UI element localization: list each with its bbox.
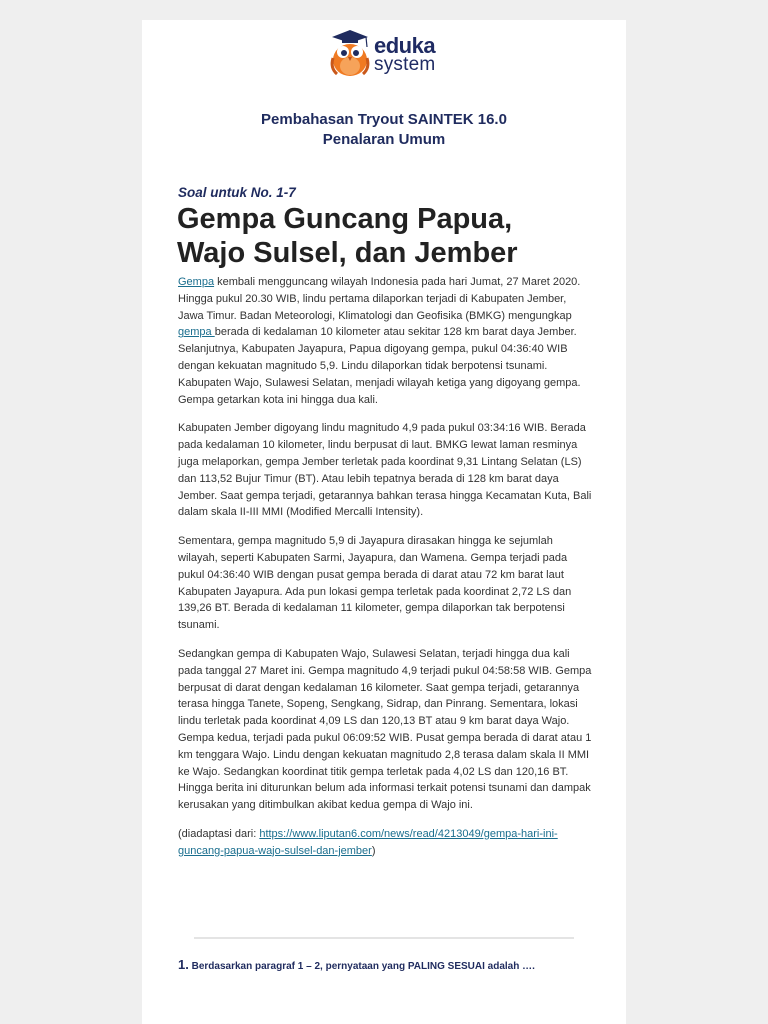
paragraph-1-text-a: kembali mengguncang wilayah Indonesia pada hari Jumat, 27 Maret 2020. Hingga pukul 20.30 WIB, lindu pertama dilaporkan terjadi di Kabupaten Jember, Jawa Timur. Badan Meteorologi, Klimatologi dan Geofisika (BMKG) mengungkap [178,276,581,322]
paragraph-2: Kabupaten Jember digoyang lindu magnitudo 4,9 pada pukul 03:34:16 WIB. Berada pada kedalaman 10 kilometer, lindu berpusat di laut. BMKG lewat laman resminya juga melaporkan, gempa Jember terletak pada koordinat 9,31 Lintang Selatan (LS) dan 113,52 Bujur Timur (BT). Atau lebih tepatnya berada di 128 km barat daya Jember. Saat gempa terjadi, getarannya bahkan terasa hingga Kecamatan Kuta, Bali dalam skala II-III MMI (Modified Mercalli Intensity). [178,422,592,519]
source-suffix: ) [371,844,376,857]
divider [194,937,574,939]
eduka-logo [328,28,458,80]
headline-line1: Gempa Guncang Papua, [177,203,513,235]
gempa-link-1[interactable]: Gempa [178,276,215,288]
paragraph-3: Sementara, gempa magnitudo 5,9 di Jayapura dirasakan hingga ke sejumlah wilayah, seperti Kabupaten Sarmi, Jayapura, dan Wamena. Gempa terjadi pada pukul 04:36:40 WIB dengan pusat gempa berada di darat atau 72 km barat laut Kabupaten Jayapura. Ada pun lokasi gempa terletak pada koordinat 2,72 LS dan 139,26 BT. Berada di kedalaman 11 kilometer, gempa dilaporkan tak berpotensi tsunami. [178,535,572,632]
section-label: Soal untuk No. 1-7 [178,185,296,200]
paragraph-1-text-b: berada di kedalaman 10 kilometer atau sekitar 128 km barat daya Jember. Selanjutnya, Kabupaten Jayapura, Papua digoyang gempa, pukul 04:36:40 WIB dengan kekuatan magnitudo 5,9. Lindu dilaporkan tidak berpotensi tsunami. Kabupaten Wajo, Sulawesi Selatan, menjadi wilayah ketiga yang digoyang gempa. Gempa getarkan kota ini hingga dua kali. [178,326,581,406]
document-page [142,20,626,1024]
document-title-line2: Penalaran Umum [322,131,446,148]
article-headline [177,202,617,270]
document-title-line1: Pembahasan Tryout SAINTEK 16.0 [261,111,507,128]
document-title [142,110,626,150]
source-prefix: (diadaptasi dari: [178,827,260,840]
source-link[interactable]: https://www.liputan6.com/news/read/4213049/gempa-hari-ini-guncang-papua-wajo-sulsel-dan-jember [178,827,558,857]
question-text: Berdasarkan paragraf 1 – 2, pernyataan yang PALING SESUAI adalah …. [188,961,535,972]
gempa-link-2[interactable]: gempa [178,326,215,339]
paragraph-1 [178,274,593,408]
article-body [178,274,593,872]
logo-wordmark-system: system [374,54,436,75]
paragraph-4: Sedangkan gempa di Kabupaten Wajo, Sulawesi Selatan, terjadi hingga dua kali pada tanggal 27 Maret ini. Gempa magnitudo 4,9 terjadi pukul 04:58:58 WIB. Gempa berpusat di darat dengan kedalaman 16 kilometer. Saat gempa terjadi, getarannya terasa hingga Tanete, Sopeng, Sengkang, Sidrap, dan Pinrang. Sementara, lokasi lindu terletak pada koordinat 4,09 LS dan 120,13 BT atau 9 km barat daya Wajo. Gempa kedua, terjadi pada pukul 06:09:52 WIB. Pusat gempa berada di darat atau 1 km tenggara Wajo. Lindu dengan kekuatan magnitudo 2,8 terasa dalam skala II MMI ke Wajo. Sedangkan koordinat titik gempa terletak pada 4,02 LS dan 120,16 BT. Hingga berita ini diturunkan belum ada informasi terkait potensi tsunami dan dampak kerusakan yang ditimbulkan akibat kedua gempa di Wajo ini. [178,647,592,812]
logo-wordmark-eduka: eduka [374,33,436,58]
question-number: 1. [178,957,189,972]
headline-line2: Wajo Sulsel, dan Jember [177,237,518,269]
source-citation [178,826,593,860]
question-1 [178,957,608,972]
owl-mascot-icon [328,28,372,78]
